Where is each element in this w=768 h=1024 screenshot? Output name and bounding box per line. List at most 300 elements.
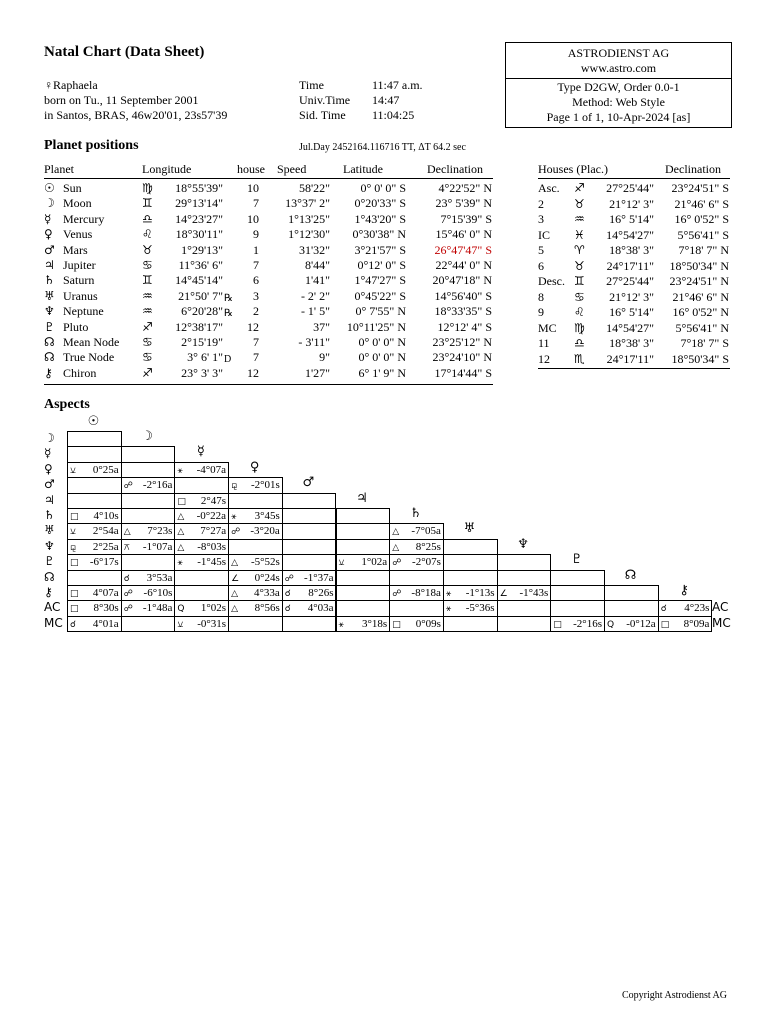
aspect-symbol-icon: ⚺: [70, 465, 76, 476]
house-declination: 5°56'41" N: [675, 320, 729, 335]
col-speed: Speed: [277, 162, 307, 176]
aspect-cell: [497, 585, 552, 601]
col-houses: Houses (Plac.): [538, 162, 608, 176]
planet-symbol-icon: ☽: [44, 196, 55, 211]
aspect-cell: [121, 493, 176, 509]
aspect-column-icon: ♇: [570, 552, 583, 568]
retrograde-mark: D: [224, 354, 232, 366]
planet-longitude: 6°20'28": [181, 304, 223, 319]
house-longitude: 18°38' 3": [609, 243, 654, 257]
planet-name: Mean Node: [63, 335, 120, 349]
aspect-cell: [174, 462, 229, 478]
zodiac-sign-icon: ♊: [574, 274, 585, 288]
aspect-symbol-icon: △: [231, 558, 239, 569]
aspect-symbol-icon: ☍: [123, 481, 133, 492]
aspect-cell: [443, 600, 498, 616]
planet-declination: 22°44' 0" N: [435, 258, 492, 272]
planet-latitude: 0°20'33" S: [354, 196, 406, 211]
col-planet: Planet: [44, 162, 74, 176]
aspect-cell: [121, 600, 176, 616]
planet-house: 7: [253, 350, 259, 365]
house-name: 11: [538, 336, 550, 350]
aspect-symbol-icon: ⚹: [177, 465, 183, 476]
aspect-column-icon: ♃: [356, 490, 368, 506]
aspect-orb: -2°16a: [142, 479, 173, 492]
house-row: [0, 212, 768, 227]
planet-declination: 26°47'47" S: [434, 242, 492, 257]
aspect-row-label: MC: [44, 615, 63, 630]
house-longitude: 27°25'44": [606, 181, 654, 195]
aspect-symbol-icon: ☍: [123, 589, 133, 599]
aspect-cell: [336, 585, 391, 601]
aspect-orb: 0°24s: [254, 571, 280, 584]
aspect-orb: 8°09a: [683, 617, 710, 630]
house-name: MC: [538, 320, 557, 335]
aspect-cell: [121, 508, 176, 524]
aspect-cell: [67, 600, 122, 616]
planet-name: Venus: [63, 227, 93, 242]
company-name: ASTRODIENST AG: [567, 46, 670, 60]
house-longitude: 27°25'44": [606, 274, 654, 288]
aspect-row-label-right: MC: [712, 615, 731, 630]
aspect-orb: -0°31s: [197, 617, 227, 630]
house-row: [0, 197, 768, 212]
house-name: 12: [538, 351, 550, 366]
planet-longitude: 21°50' 7": [178, 288, 223, 303]
planet-symbol-icon: ♅: [44, 288, 55, 303]
aspect-orb: -5°36s: [465, 602, 495, 615]
house-name: 9: [538, 305, 544, 319]
aspect-cell: [389, 616, 444, 632]
aspect-symbol-icon: ☍: [231, 527, 241, 538]
aspect-row-label: ♅: [44, 523, 55, 538]
aspect-orb: -1°13s: [465, 587, 495, 599]
zodiac-sign-icon: ♍: [574, 320, 585, 335]
aspect-column-icon: ♂: [302, 475, 315, 491]
aspect-orb: 2°54a: [92, 525, 119, 538]
aspect-cell: [174, 585, 229, 601]
aspect-cell: [282, 523, 337, 539]
house-declination: 18°50'34" N: [669, 258, 729, 273]
zodiac-sign-icon: ♐: [142, 365, 153, 380]
planet-speed: - 1' 5": [300, 304, 330, 319]
aspect-cell: [67, 523, 122, 539]
planet-house: 9: [253, 227, 259, 242]
planet-house: 7: [253, 196, 259, 211]
aspect-cell: [282, 493, 337, 509]
house-declination: 16° 0'52" S: [674, 212, 729, 226]
house-longitude: 21°12' 3": [609, 289, 654, 304]
ut-value: 14:47: [372, 93, 400, 107]
aspect-orb: -3°20a: [250, 525, 280, 538]
aspect-column-icon: ☊: [624, 567, 637, 583]
planet-speed: 58'22": [298, 181, 330, 195]
aspect-orb: 4°33a: [254, 587, 280, 599]
house-longitude: 16° 5'14": [609, 212, 654, 226]
aspect-orb: -2°07s: [412, 556, 441, 569]
aspect-orb: -2°16s: [573, 617, 602, 630]
aspect-orb: -0°22a: [196, 510, 227, 522]
house-longitude: 24°17'11": [606, 351, 654, 366]
aspect-orb: -1°37a: [304, 571, 334, 584]
aspect-cell: [67, 585, 122, 601]
zodiac-sign-icon: ♎: [142, 211, 153, 226]
planet-symbol-icon: ♇: [44, 319, 55, 334]
aspect-cell: [443, 539, 498, 555]
birth-date: born on Tu., 11 September 2001: [44, 93, 199, 107]
aspect-symbol-icon: ⚹: [445, 604, 452, 615]
planet-symbol-icon: ♂: [44, 242, 55, 257]
house-row: [0, 321, 768, 336]
julian-day: Jul.Day 2452164.116716 TT, ΔT 64.2 sec: [299, 142, 466, 153]
aspect-symbol-icon: □: [70, 604, 79, 615]
aspect-symbol-icon: □: [70, 589, 79, 599]
planet-symbol-icon: ☊: [44, 350, 55, 365]
chart-type: Type D2GW, Order 0.0-1: [557, 80, 680, 94]
aspect-symbol-icon: □: [392, 619, 401, 630]
aspect-symbol-icon: ⚹: [231, 512, 237, 522]
aspect-symbol-icon: △: [177, 512, 185, 522]
aspect-orb: 4°23s: [684, 602, 710, 615]
aspect-row-label: ⚷: [44, 585, 53, 599]
aspect-symbol-icon: ☌: [660, 604, 667, 615]
zodiac-sign-icon: ♉: [574, 196, 585, 211]
planet-speed: 8'44": [304, 258, 330, 272]
aspect-symbol-icon: Q: [177, 604, 185, 615]
aspect-orb: 1°02s: [200, 602, 227, 615]
copyright: Copyright Astrodienst AG: [622, 990, 728, 1001]
aspect-cell: [228, 508, 283, 524]
planet-name: Pluto: [63, 319, 89, 334]
houses-header-rule: [538, 178, 730, 179]
aspect-symbol-icon: ∠: [499, 589, 508, 599]
aspect-row-label-right: AC: [712, 600, 729, 615]
planet-header-rule: [44, 178, 493, 179]
aspect-cell: [604, 600, 659, 616]
aspect-orb: 8°56s: [254, 602, 280, 615]
planet-name: Mars: [63, 242, 88, 257]
aspect-row-label: ♇: [44, 554, 55, 569]
info-box: [505, 42, 732, 128]
zodiac-sign-icon: ♋: [142, 350, 153, 365]
planet-longitude: 18°30'11": [175, 227, 223, 242]
retrograde-mark: ℞: [224, 308, 233, 320]
planet-name: Mercury: [63, 211, 105, 226]
planet-declination: 12°12' 4" S: [437, 319, 492, 334]
aspect-symbol-icon: ⚺: [338, 558, 345, 569]
aspect-symbol-icon: ∠: [231, 573, 240, 584]
zodiac-sign-icon: ♉: [142, 242, 153, 257]
aspect-cell: [67, 431, 122, 447]
aspect-symbol-icon: ⚻: [123, 542, 130, 553]
aspect-orb: -4°07a: [196, 463, 227, 476]
aspect-cell: [121, 554, 176, 570]
planet-longitude: 3° 6' 1": [187, 350, 223, 365]
aspect-cell: [67, 493, 122, 509]
aspect-orb: 0°09s: [415, 617, 441, 630]
planet-latitude: 0° 0' 0" N: [358, 350, 406, 365]
aspect-orb: -1°43s: [519, 587, 549, 599]
aspect-cell: [282, 539, 337, 555]
aspect-column-icon: ♀: [249, 459, 260, 475]
aspect-cell: [228, 600, 283, 616]
retrograde-mark: ℞: [224, 292, 233, 304]
planet-bottom-rule: [44, 384, 493, 385]
aspect-symbol-icon: ⚹: [338, 619, 344, 630]
aspect-row-label: ♆: [44, 538, 55, 553]
zodiac-sign-icon: ♐: [142, 319, 153, 334]
aspect-symbol-icon: ☍: [123, 604, 133, 615]
aspect-cell: [443, 554, 498, 570]
house-longitude: 18°38' 3": [609, 336, 654, 350]
aspect-cell: [228, 570, 283, 586]
aspect-cell: [336, 539, 391, 555]
aspect-orb: -2°01s: [250, 479, 280, 492]
aspect-row-label: ☽: [44, 431, 55, 445]
aspect-cell: [121, 446, 176, 462]
planet-declination: 4°22'52" N: [438, 181, 492, 195]
zodiac-sign-icon: ♋: [142, 258, 153, 272]
house-declination: 18°50'34" S: [671, 351, 729, 366]
aspect-cell: [121, 616, 176, 632]
time-value: 11:47 a.m.: [372, 78, 423, 92]
aspect-orb: 3°45s: [254, 510, 280, 522]
aspect-cell: [228, 477, 283, 493]
planet-house: 12: [247, 365, 259, 380]
aspect-orb: 4°07a: [92, 587, 119, 599]
house-name: IC: [538, 227, 550, 242]
planet-name: Jupiter: [63, 258, 96, 272]
zodiac-sign-icon: ♓: [574, 227, 585, 242]
col-house-declination: Declination: [665, 162, 721, 176]
aspect-cell: [336, 554, 391, 570]
planet-house: 12: [247, 319, 259, 334]
zodiac-sign-icon: ♏: [574, 351, 585, 366]
col-declination: Declination: [427, 162, 483, 176]
house-row: [0, 336, 768, 351]
aspect-cell: [497, 554, 552, 570]
aspect-cell: [389, 585, 444, 601]
ut-label: Univ.Time: [299, 93, 351, 107]
aspect-row-label: ♂: [44, 477, 55, 492]
house-name: 2: [538, 196, 544, 211]
aspect-cell: [121, 462, 176, 478]
aspect-column-icon: ☽: [141, 429, 154, 444]
house-declination: 5°56'41" S: [677, 227, 729, 242]
planet-latitude: 3°21'57" S: [354, 242, 406, 257]
person-name: ♀Raphaela: [44, 78, 98, 92]
aspect-orb: 7°27a: [200, 525, 227, 538]
aspect-cell: [550, 616, 605, 632]
zodiac-sign-icon: ♌: [574, 305, 585, 319]
aspect-cell: [389, 570, 444, 586]
aspect-orb: 4°10s: [93, 510, 119, 522]
zodiac-sign-icon: ♊: [142, 273, 153, 288]
aspect-cell: [604, 616, 659, 632]
planet-name: Uranus: [63, 288, 98, 303]
planet-longitude: 14°23'27": [175, 211, 223, 226]
aspect-cell: [67, 570, 122, 586]
planet-latitude: 0°12' 0" S: [357, 258, 406, 272]
aspect-cell: [336, 523, 391, 539]
house-declination: 23°24'51" S: [671, 181, 729, 195]
planet-declination: 23°25'12" N: [432, 335, 492, 349]
aspect-cell: [174, 508, 229, 524]
aspect-orb: -1°07a: [142, 540, 173, 553]
aspect-symbol-icon: △: [392, 527, 400, 538]
planet-longitude: 23° 3' 3": [181, 365, 223, 380]
chart-method: Method: Web Style: [572, 95, 665, 109]
aspect-orb: 4°01a: [92, 617, 119, 630]
aspect-cell: [282, 570, 337, 586]
page-title: Natal Chart (Data Sheet): [44, 44, 205, 60]
planet-symbol-icon: ☿: [44, 211, 52, 226]
planet-longitude: 12°38'17": [175, 319, 223, 334]
aspect-cell: [658, 600, 713, 616]
aspect-orb: 8°30s: [93, 602, 119, 615]
aspect-orb: 7°23s: [147, 525, 173, 538]
planet-house: 6: [253, 273, 259, 288]
aspect-cell: [282, 585, 337, 601]
aspect-cell: [282, 508, 337, 524]
planet-declination: 7°15'39" S: [440, 211, 492, 226]
house-row: [0, 259, 768, 274]
aspect-cell: [121, 523, 176, 539]
aspect-cell: [336, 570, 391, 586]
planet-speed: 37": [313, 319, 330, 334]
aspect-cell: [121, 539, 176, 555]
house-name: 6: [538, 258, 544, 273]
aspect-cell: [174, 600, 229, 616]
aspect-symbol-icon: ☌: [284, 604, 291, 615]
aspect-symbol-icon: □: [660, 619, 670, 630]
planet-symbol-icon: ☉: [44, 181, 55, 195]
planet-symbol-icon: ♄: [44, 273, 55, 288]
planet-name: Sun: [63, 181, 82, 195]
aspect-symbol-icon: □: [70, 558, 79, 569]
planet-declination: 17°14'44" S: [434, 365, 492, 380]
aspect-cell: [67, 446, 122, 462]
planet-speed: - 3'11": [298, 335, 330, 349]
aspect-cell: [282, 554, 337, 570]
planet-symbol-icon: ♆: [44, 304, 55, 319]
aspect-cell: [67, 477, 122, 493]
planet-latitude: 0° 0' 0" S: [360, 181, 406, 195]
aspect-symbol-icon: ☌: [70, 619, 77, 630]
aspect-row-label: ♃: [44, 492, 55, 507]
planet-symbol-icon: ♀: [44, 227, 53, 242]
aspect-symbol-icon: □: [553, 619, 562, 630]
planet-speed: 31'32": [298, 242, 330, 257]
house-row: [0, 228, 768, 243]
website: www.astro.com: [580, 61, 657, 75]
planet-speed: 1°12'30": [288, 227, 330, 242]
planet-symbol-icon: ⚷: [44, 365, 53, 380]
planet-name: True Node: [63, 350, 115, 365]
planet-speed: 13°37' 2": [285, 196, 330, 211]
planet-house: 7: [253, 335, 259, 349]
planet-declination: 15°46' 0" N: [435, 227, 492, 242]
aspect-column-icon: ♅: [463, 521, 476, 537]
house-row: [0, 181, 768, 196]
aspect-orb: -5°52s: [250, 556, 280, 569]
planet-latitude: 0° 7'55" N: [355, 304, 406, 319]
aspect-orb: 3°18s: [362, 617, 388, 630]
aspect-symbol-icon: ☌: [123, 573, 130, 584]
birth-place: in Santos, BRAS, 46w20'01, 23s57'39: [44, 108, 228, 122]
aspect-cell: [67, 539, 122, 555]
aspect-orb: 0°25a: [92, 463, 119, 476]
aspect-cell: [497, 600, 552, 616]
aspect-cell: [550, 585, 605, 601]
planet-declination: 20°47'18" N: [432, 273, 492, 288]
planet-latitude: 0°30'38" N: [352, 227, 406, 242]
aspect-cell: [282, 616, 337, 632]
aspect-row-label: AC: [44, 600, 61, 615]
aspect-symbol-icon: ⚹: [177, 558, 183, 569]
zodiac-sign-icon: ♊: [142, 196, 153, 211]
aspect-orb: 8°26s: [308, 587, 334, 599]
aspect-cell: [174, 523, 229, 539]
house-declination: 7°18' 7" S: [680, 336, 729, 350]
zodiac-sign-icon: ♒: [142, 304, 153, 319]
planet-longitude: 2°15'19": [181, 335, 223, 349]
aspect-cell: [174, 539, 229, 555]
house-longitude: 14°54'27": [606, 227, 654, 242]
aspect-cell: [174, 477, 229, 493]
aspect-symbol-icon: △: [231, 589, 239, 599]
planet-house: 10: [247, 181, 259, 195]
aspect-orb: 1°02a: [361, 556, 388, 569]
planet-house: 7: [253, 258, 259, 272]
house-name: Asc.: [538, 181, 560, 195]
house-name: 3: [538, 212, 544, 226]
aspect-cell: [121, 570, 176, 586]
planet-symbol-icon: ♃: [44, 258, 55, 272]
aspect-cell: [228, 616, 283, 632]
zodiac-sign-icon: ♐: [574, 181, 585, 195]
planet-latitude: 1°43'20" S: [354, 211, 406, 226]
aspect-symbol-icon: ☌: [284, 589, 291, 599]
planet-name: Chiron: [63, 365, 97, 380]
zodiac-sign-icon: ♋: [142, 335, 153, 349]
aspect-cell: [121, 477, 176, 493]
aspect-cell: [443, 585, 498, 601]
aspect-cell: [282, 600, 337, 616]
aspect-cell: [228, 539, 283, 555]
planet-speed: 1°13'25": [288, 211, 330, 226]
zodiac-sign-icon: ♈: [574, 243, 585, 257]
aspect-symbol-icon: △: [392, 542, 400, 553]
aspect-column-icon: ⚷: [679, 583, 689, 598]
aspect-row-label: ☿: [44, 446, 52, 461]
aspect-symbol-icon: ☍: [392, 589, 402, 599]
aspect-row-label: ♄: [44, 508, 55, 522]
aspect-cell: [228, 554, 283, 570]
aspect-row-label: ☊: [44, 569, 55, 584]
planet-longitude: 11°36' 6": [178, 258, 223, 272]
page-info: Page 1 of 1, 10-Apr-2024 [as]: [546, 110, 691, 124]
aspect-cell: [174, 570, 229, 586]
planet-house: 3: [253, 288, 259, 303]
house-declination: 7°18' 7" N: [678, 243, 729, 257]
aspect-cell: [121, 585, 176, 601]
aspect-orb: 2°47s: [200, 494, 227, 507]
aspect-orb: -6°10s: [143, 587, 173, 599]
planet-speed: 1'41": [304, 273, 330, 288]
planet-longitude: 29°13'14": [175, 196, 223, 211]
zodiac-sign-icon: ♉: [574, 258, 585, 273]
